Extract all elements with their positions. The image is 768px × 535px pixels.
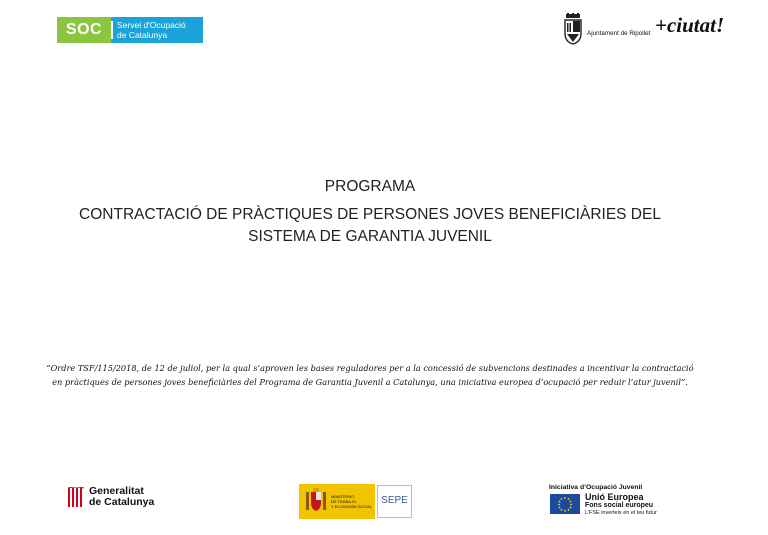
generalitat-line2: de Catalunya [89,496,155,508]
ripollet-name: Ajuntament de Ripollet [587,30,651,37]
ministry-name [331,494,372,509]
title-line-2: CONTRACTACIÓ DE PRÀCTIQUES DE PERSONES JOVES BENEFICIÀRIES DEL [79,206,661,223]
eu-line2: Fons social europeu [585,502,654,509]
eu-line3: L’FSE inverteix en el teu futur [585,510,657,516]
eu-heading: Iniciativa d’Ocupació Juvenil [549,484,643,491]
order-line-2: en pràctiques de persones joves beneficiàries del Programa de Garantia Juvenil a Catalunya, una iniciativa europea d’ocupació per reduir l’atur juvenil”. [52,377,688,387]
ministry-line3: Y ECONOMÍA SOCIAL [331,504,373,509]
ministry-block [299,484,375,519]
generalitat-line1: Generalitat [89,485,144,497]
generalitat-logo [67,486,154,508]
soc-name-line2: de Catalunya [117,30,168,40]
ripollet-shield-icon [563,13,583,45]
eu-flag-icon [550,494,580,514]
soc-name [111,17,203,43]
eu-text [585,493,657,517]
soc-abbr: SOC [57,17,111,43]
title-line-1: PROGRAMA [324,178,416,195]
ripollet-slogan: +ciutat! [655,13,725,37]
ripollet-logo [563,13,733,45]
soc-logo [57,17,203,43]
eu-line1: Unió Europea [585,492,644,502]
spain-coat-of-arms-icon [304,488,328,514]
order-citation [40,361,700,389]
ministry-sepe-logo [299,484,412,519]
eu-youth-logo [549,484,679,520]
generalitat-name [89,486,154,508]
sepe-logo: SEPE [377,485,412,518]
program-title [0,176,740,248]
order-line-1: “Ordre TSF/115/2018, de 12 de juliol, per la qual s’aproven les bases reguladores per a la concessió de subvencions destinades a incentivar la contractació [46,363,694,373]
title-line-3: SISTEMA DE GARANTIA JUVENIL [248,228,492,245]
generalitat-stripes-icon [67,487,85,508]
ministry-line1: MINISTERIO [331,494,355,499]
ministry-line2: DE TRABAJO [331,499,357,504]
soc-name-line1: Servei d'Ocupació [117,20,186,30]
